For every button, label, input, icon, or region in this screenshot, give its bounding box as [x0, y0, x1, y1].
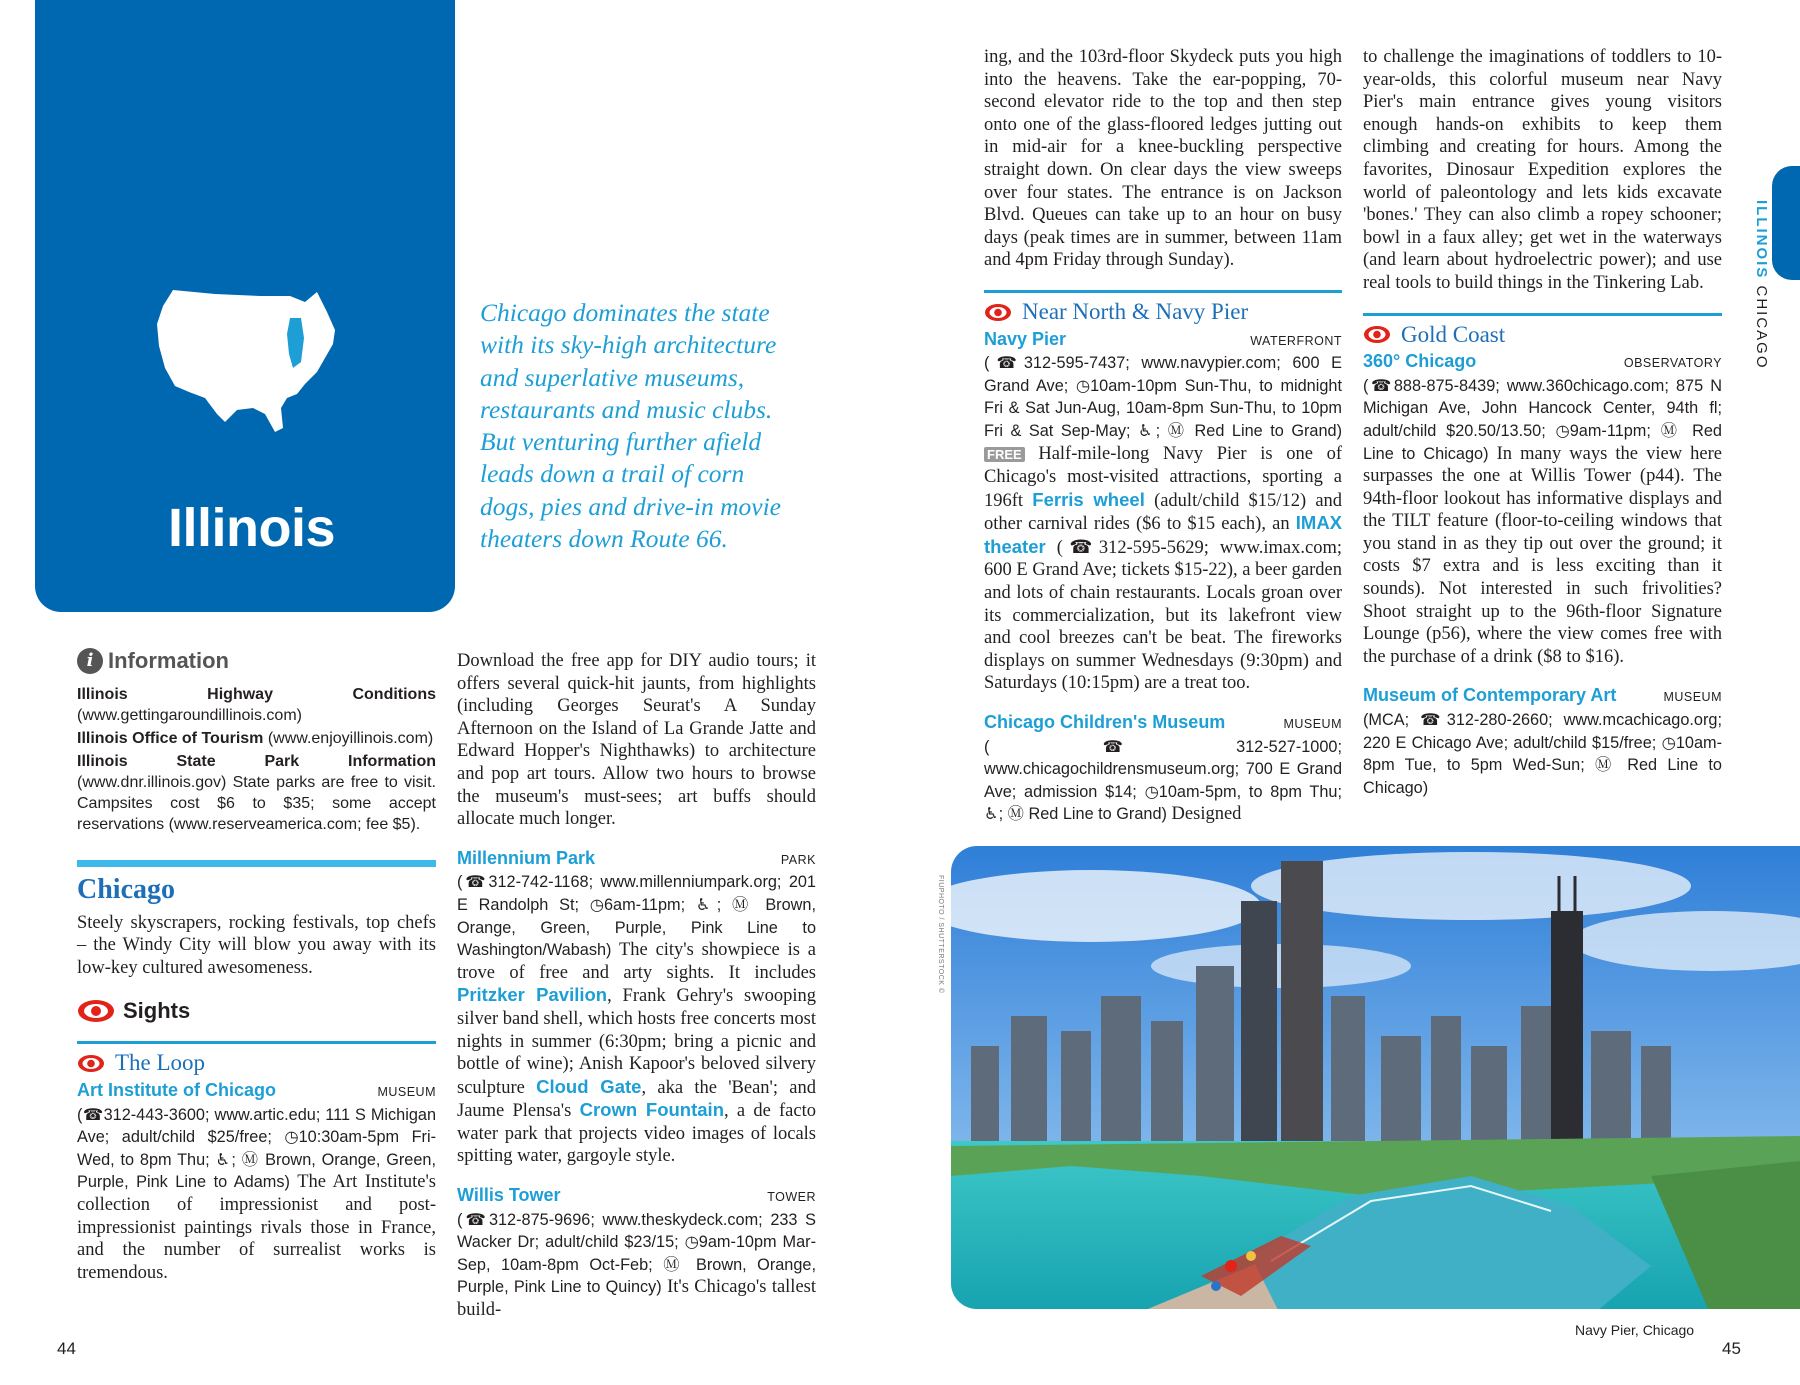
chapter-title: Illinois	[168, 498, 336, 558]
eye-icon	[984, 303, 1012, 322]
chicago-360-name: 360° Chicago	[1363, 351, 1477, 372]
near-north-heading: Near North & Navy Pier	[984, 301, 1342, 324]
column-2	[457, 650, 816, 1322]
chapter-banner	[35, 0, 455, 612]
usa-map-illustration	[155, 282, 345, 440]
mca-type: MUSEUM	[1663, 690, 1722, 705]
childrens-museum-continued: to challenge the imaginations of toddlers to 10-year-olds, this colorful museum near Navy Pier's main entrance gives young visitors enough hands-on exhibits to keep them climbing and creating for hours. Among the favorites, Dinosaur Expedition explores the world of paleontology and lets kids excavate 'bones.' They can also climb a ropey schooner; bowl in a faux alley; get wet in the waterways (and learn about hydroelectric power); and use real tools to build things in the Tinkering Lab.	[1363, 47, 1722, 293]
gold-coast-heading: Gold Coast	[1363, 324, 1722, 347]
chicago-intro: Steely skyscrapers, rocking festivals, top chefs – the Windy City will blow you away with its low-key cultured awesomeness.	[77, 912, 436, 978]
millennium-park-name: Millennium Park	[457, 847, 596, 868]
photo-credit: FIUPHOTO / SHUTTERSTOCK ©	[937, 875, 944, 994]
childrens-museum-name: Chicago Children's Museum	[984, 712, 1226, 733]
navy-pier-name: Navy Pier	[984, 328, 1067, 349]
side-tab	[1772, 166, 1800, 280]
section-divider	[77, 1041, 436, 1044]
section-divider	[984, 290, 1342, 293]
eye-icon	[77, 1054, 105, 1073]
art-institute-continued: Download the free app for DIY audio tours; it offers several quick-hit jaunts, from highlights (including Georges Seurat's A Sunday Afternoon on the Island of La Grande Jatte and Edward Hopper's Nighthawks) to architecture and pop art tours. Allow two hours to browse the museum's must-sees; art buffs should allocate much longer.	[457, 651, 816, 830]
section-divider	[1363, 313, 1722, 316]
sights-heading: Sights	[77, 999, 436, 1023]
navy-pier-photo	[951, 846, 1800, 1309]
column-3	[984, 46, 1342, 826]
willis-tower-type: TOWER	[767, 1190, 816, 1205]
page-number-left: 44	[57, 1339, 76, 1358]
childrens-museum-type: MUSEUM	[1283, 717, 1342, 732]
free-badge: FREE	[984, 447, 1025, 462]
photo-caption: Navy Pier, Chicago	[1575, 1322, 1695, 1338]
info-item: Illinois State Park Information (www.dnr.illinois.gov) State parks are free to visit. Campsites cost $6 to $35; some accept reservations (www.reserveamerica.com; fee $5).	[77, 753, 436, 833]
information-heading: i Information	[77, 648, 436, 674]
art-institute-name: Art Institute of Chicago	[77, 1079, 276, 1100]
page-number-right: 45	[1722, 1339, 1741, 1358]
city-skyline-illustration	[951, 846, 1800, 1309]
navy-pier-text: (☎312-595-7437; www.navypier.com; 600 E Grand Ave; ◷10am-10pm Sun-Thu, to midnight Fri & Sat Jun-Aug, 10am-8pm Sun-Thu, to 10pm Fri & Sat Sep-May; ♿; Ⓜ Red Line to Grand) FREE Half-mile-long Navy Pier is one of Chicago's most-visited attractions, sporting a 196ft Ferris wheel (adult/child $15/12) and other carnival rides ($6 to $15 each), an IMAX theater (☎312-595-5629; www.imax.com; 600 E Grand Ave; tickets $15-22), a beer garden and lots of chain restaurants. Locals groan over its commercialization, but its lakefront view and cool breezes can't be beat. The fireworks displays on summer Wednesdays (9:30pm) and Saturdays (10:15pm) are a treat too.	[984, 354, 1343, 694]
millennium-park-type: PARK	[780, 852, 816, 867]
sights-eye-icon	[77, 999, 115, 1023]
willis-tower-continued: ing, and the 103rd-floor Skydeck puts you high into the heavens. Take the ear-popping, 70-second elevator ride to the top and then step onto one of the glass-floored ledges jutting out in mid-air for a knee-buckling perspective straight down. On clear days the view sweeps over four states. The entrance is on Jackson Blvd. Queues can take up to an hour on busy days (peak times are in summer, between 11am and 4pm Friday through Sunday).	[984, 47, 1342, 271]
millennium-park-text: (☎312-742-1168; www.millenniumpark.org; 201 E Randolph St; ◷6am-11pm; ♿; Ⓜ Brown, Orange, Green, Purple, Pink Line to Washington/Wabash) The city's showpiece is a trove of free and arty sights. It includes Pritzker Pavilion, Frank Gehry's swooping silver band shell, which hosts free concerts most nights in summer (6:30pm; bring a picnic and bottle of wine); Anish Kapoor's beloved silvery sculpture Cloud Gate, aka the 'Bean'; and Jaume Plensa's Crown Fountain, a de facto water park that projects video images of locals spitting water, gargoyle style.	[457, 873, 817, 1167]
art-institute-text: (☎312-443-3600; www.artic.edu; 111 S Michigan Ave; adult/child $25/free; ◷10:30am-5pm Fri-Wed, to 8pm Thu; ♿; Ⓜ Brown, Orange, Green, Purple, Pink Line to Adams) The Art Institute's collection of impressionist and post-impressionist paintings rivals those in France, and the number of surrealist works is tremendous.	[77, 1105, 436, 1283]
running-header-state: ILLINOIS	[1753, 200, 1770, 280]
mca-text: (MCA; ☎312-280-2660; www.mcachicago.org; 220 E Chicago Ave; adult/child $15/free; ◷10am-8pm Tue, to 5pm Wed-Sun; Ⓜ Red Line to Chicago)	[1363, 711, 1722, 797]
willis-tower-text: (☎312-875-9696; www.theskydeck.com; 233 S Wacker Dr; adult/child $23/15; ◷9am-10pm Mar-Sep, 10am-8pm Oct-Feb; Ⓜ Brown, Orange, Purple, Pink Line to Quincy) It's Chicago's tallest build-	[457, 1210, 817, 1321]
column-1	[77, 648, 436, 1284]
column-4	[1363, 46, 1722, 799]
info-item: Illinois Highway Conditions (www.gettingaroundillinois.com)	[77, 686, 436, 724]
eye-icon	[1363, 325, 1391, 344]
chapter-intro: Chicago dominates the state with its sky-high architecture and superlative museums, restaurants and music clubs. But venturing further afield leads down a trail of corn dogs, pies and drive-in movie theaters down Route 66.	[480, 298, 781, 554]
info-icon: i	[77, 648, 103, 674]
willis-tower-name: Willis Tower	[457, 1185, 561, 1206]
running-header-city: CHICAGO	[1753, 285, 1770, 370]
navy-pier-type: WATERFRONT	[1250, 333, 1342, 348]
chicago-heading: Chicago	[77, 874, 175, 905]
section-divider	[77, 860, 436, 867]
chicago-360-type: OBSERVATORY	[1623, 356, 1722, 371]
art-institute-type: MUSEUM	[377, 1084, 436, 1099]
mca-name: Museum of Contemporary Art	[1363, 685, 1617, 706]
childrens-museum-text: (☎312-527-1000; www.chicagochildrensmuseum.org; 700 E Grand Ave; admission $14; ◷10am-5pm, to 8pm Thu; ♿; Ⓜ Red Line to Grand) Designed	[984, 737, 1342, 825]
running-header	[1748, 200, 1770, 390]
info-item: Illinois Office of Tourism (www.enjoyillinois.com)	[77, 730, 434, 747]
chicago-360-text: (☎888-875-8439; www.360chicago.com; 875 N Michigan Ave, John Hancock Center, 94th fl; adult/child $20.50/13.50; ◷9am-11pm; Ⓜ Red Line to Chicago) In many ways the view here surpasses the one at Willis Tower (p44). The 94th-floor lookout has informative displays and the TILT feature (floor-to-ceiling windows that you stand in as they tip out over the ground; it costs $7 extra and is less exciting than it sounds). Not interested in such frivolities? Shoot straight up to the 96th-floor Signature Lounge (p56), where the view comes free with the purchase of a drink ($8 to $16).	[1363, 376, 1722, 667]
loop-heading: The Loop	[77, 1052, 436, 1075]
